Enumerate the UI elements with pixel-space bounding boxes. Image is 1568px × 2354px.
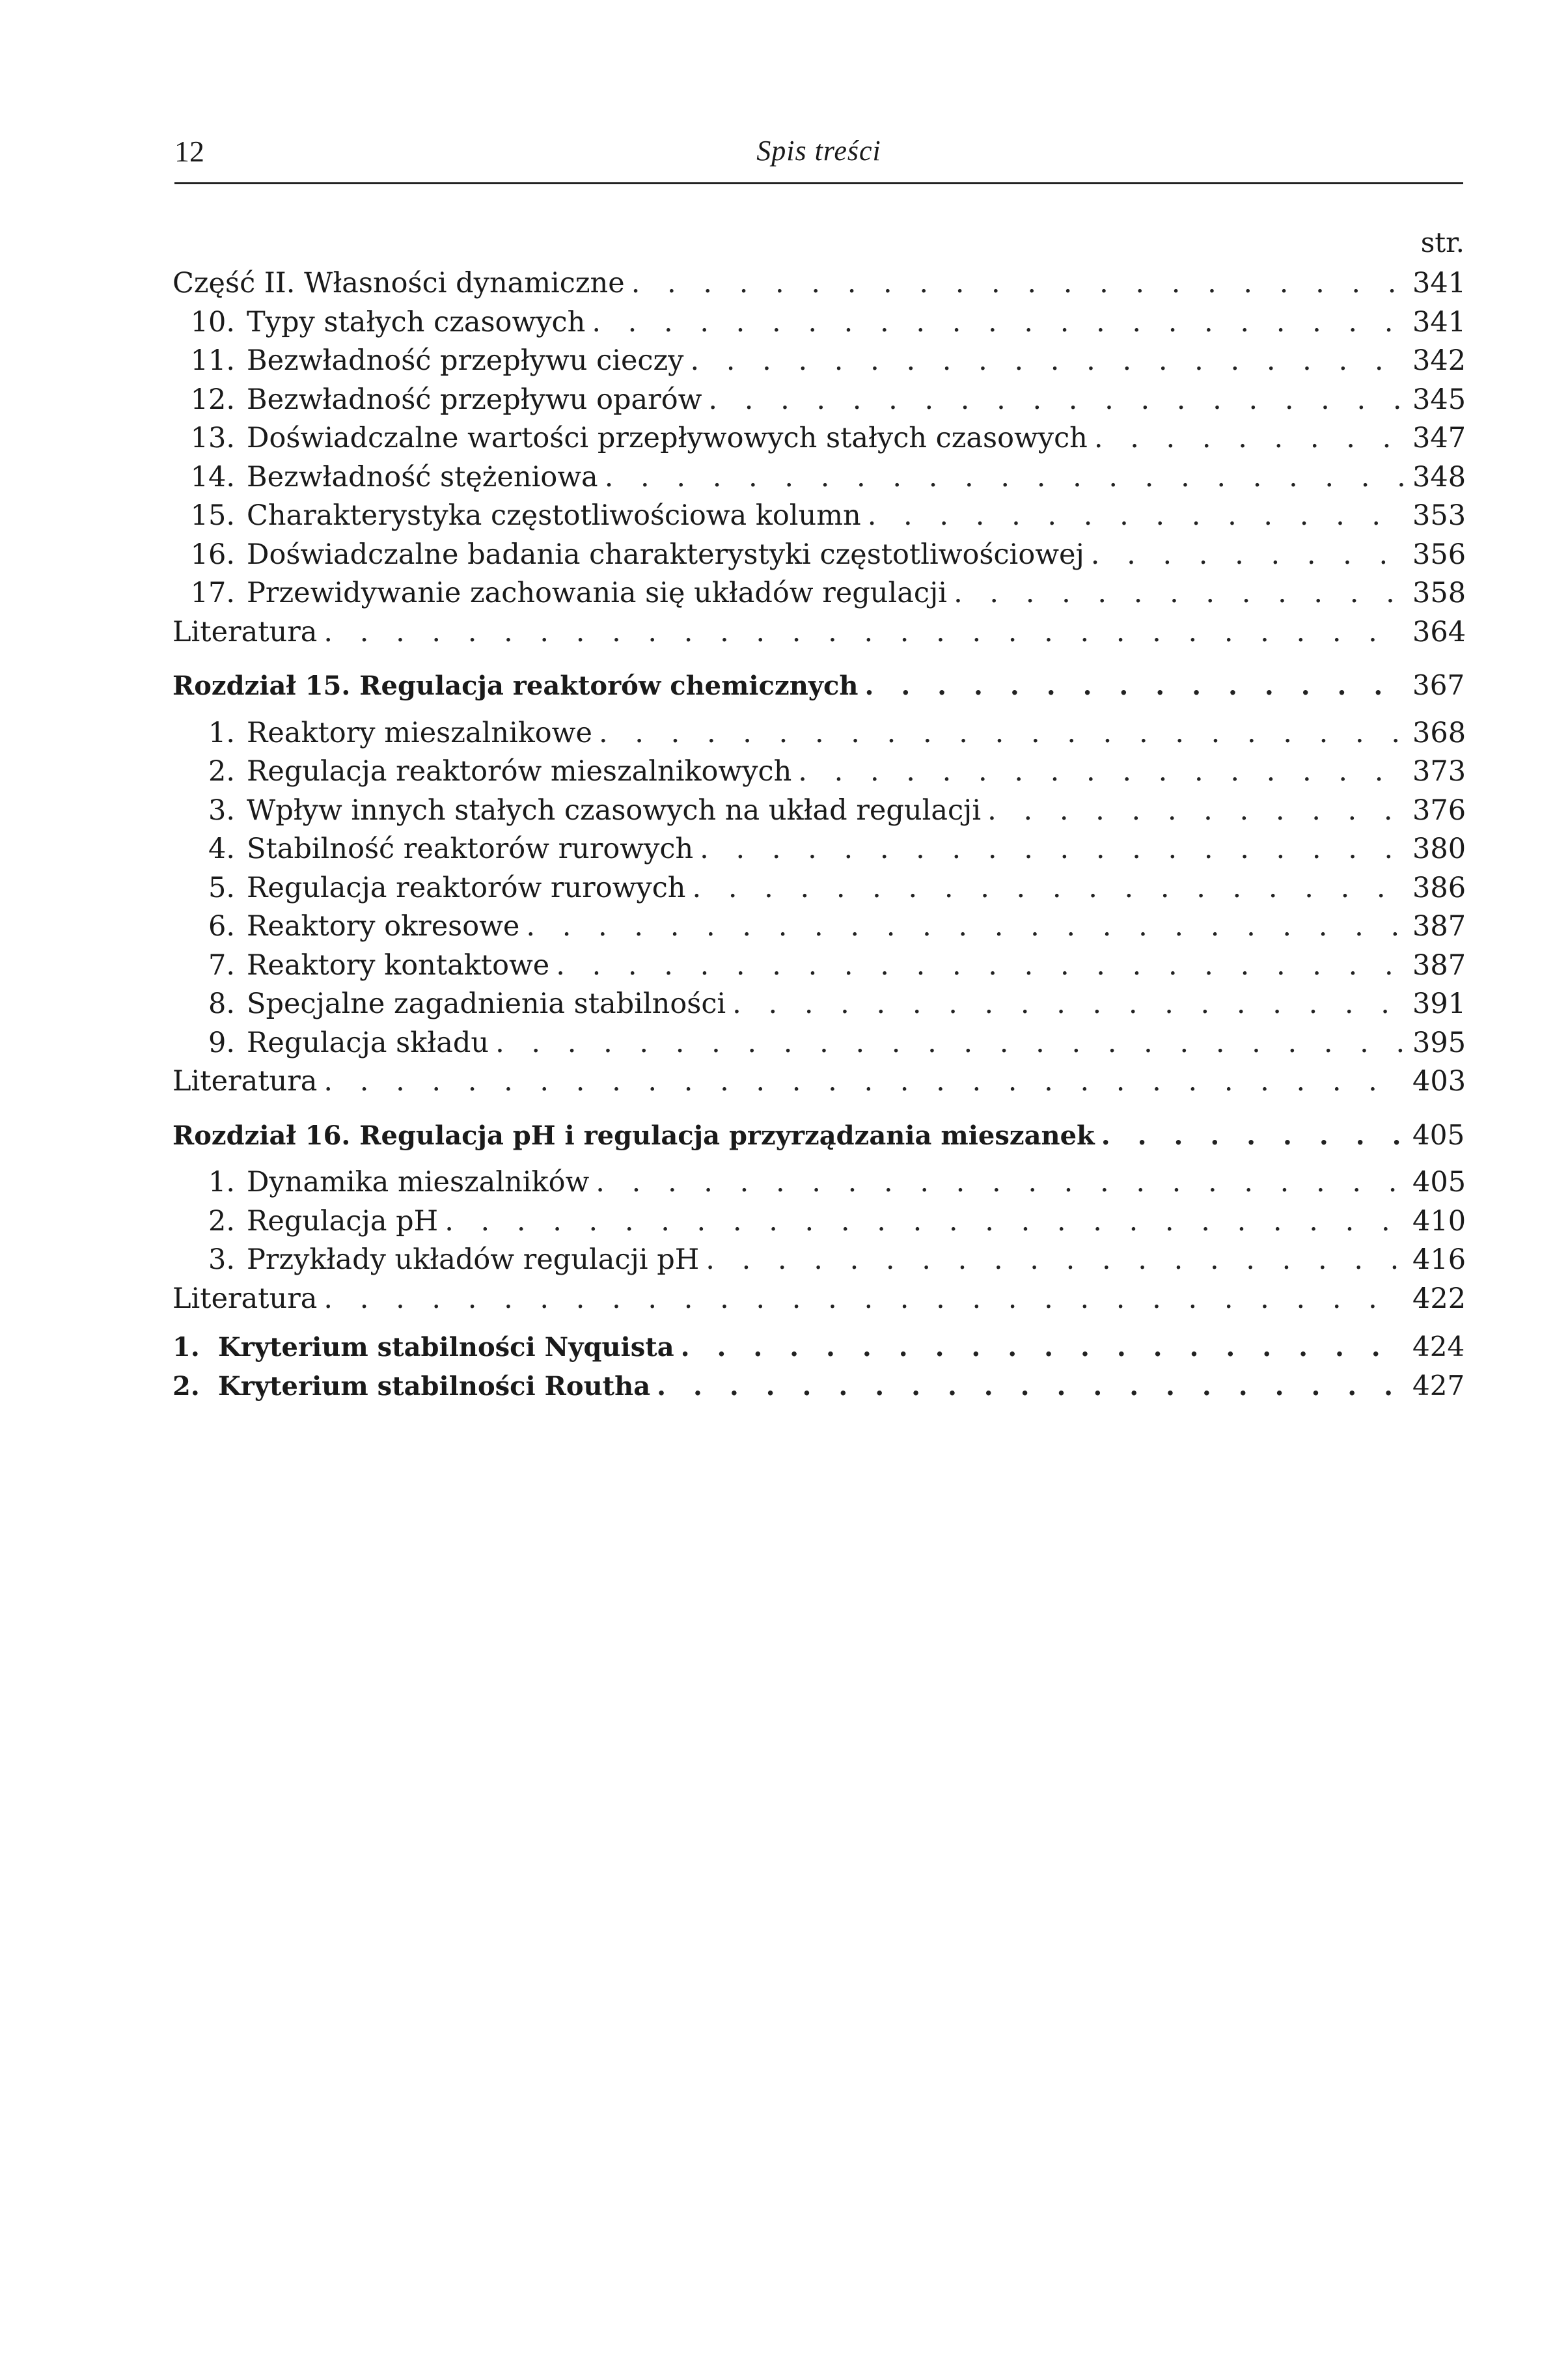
toc-literature-entry[interactable]	[172, 1062, 1465, 1101]
toc-entry-number: 10.	[190, 305, 235, 339]
dot-leader	[954, 574, 1406, 613]
section-gap	[172, 652, 1465, 666]
toc-entry-page: 387	[1412, 949, 1466, 982]
section-gap	[172, 1154, 1465, 1163]
dot-leader	[556, 947, 1406, 986]
toc-entry-title: Doświadczalne badania charakterystyki częstotliwościowej	[247, 538, 1084, 571]
toc-entry-page: 356	[1412, 538, 1466, 571]
toc-entry-page: 386	[1412, 871, 1466, 904]
toc-entry[interactable]	[172, 1024, 1465, 1063]
toc-entry-title: Literatura	[172, 1282, 318, 1315]
toc-entry-page: 342	[1412, 344, 1466, 377]
toc-entry[interactable]	[172, 497, 1465, 536]
toc-entry[interactable]	[172, 574, 1465, 613]
toc-entry-number: 1.	[172, 1332, 200, 1363]
toc-entry-page: 405	[1412, 1118, 1465, 1151]
toc-entry-number: 2.	[208, 1204, 235, 1238]
toc-entry-page: 341	[1412, 267, 1466, 299]
toc-entry-title: Reaktory okresowe	[247, 910, 520, 943]
toc-entry-number: 15.	[190, 499, 235, 532]
toc-entry[interactable]	[172, 753, 1465, 792]
toc-entry-title: Literatura	[172, 1065, 318, 1098]
toc-entry[interactable]	[172, 419, 1465, 458]
toc-entry[interactable]	[172, 303, 1465, 342]
toc-entry-number: 14.	[190, 460, 235, 493]
toc-entry[interactable]	[172, 792, 1465, 831]
toc-entry-page: 364	[1412, 615, 1466, 648]
toc-entry-page: 373	[1412, 755, 1466, 788]
toc-entry-page: 368	[1412, 716, 1466, 749]
toc-entry-number: 3.	[208, 1243, 235, 1276]
toc-entry-page: 353	[1412, 499, 1466, 532]
toc-entry[interactable]	[172, 714, 1465, 753]
dot-leader	[323, 1280, 1406, 1319]
dot-leader	[1091, 536, 1406, 575]
dot-leader	[706, 1241, 1406, 1280]
toc-entry-title: Regulacja pH	[247, 1204, 439, 1238]
dot-leader	[592, 303, 1406, 342]
toc-entry-number: 2.	[208, 755, 235, 788]
toc-entry[interactable]	[172, 458, 1465, 497]
dot-leader	[708, 381, 1406, 420]
toc-entry-page: 345	[1412, 383, 1466, 416]
toc-entry-number: 1.	[208, 716, 235, 749]
toc-chapter-entry[interactable]	[172, 666, 1465, 705]
toc-chapter-title: Rozdział 15. Regulacja reaktorów chemicznych	[172, 671, 859, 701]
toc-entry-title: Regulacja reaktorów rurowych	[247, 871, 686, 904]
dot-leader	[987, 792, 1406, 831]
dot-leader	[798, 753, 1406, 792]
toc-part-entry[interactable]	[172, 264, 1465, 303]
dot-leader	[681, 1328, 1406, 1367]
toc-entry-title: Doświadczalne wartości przepływowych stałych czasowych	[247, 422, 1088, 454]
toc-entry-title: Regulacja reaktorów mieszalnikowych	[247, 755, 792, 788]
toc-entry-page: 416	[1412, 1243, 1466, 1276]
dot-leader	[495, 1024, 1406, 1063]
dot-leader	[526, 907, 1406, 947]
toc-entry-number: 7.	[208, 949, 235, 982]
dot-leader	[732, 985, 1406, 1024]
dot-leader	[1101, 1116, 1406, 1156]
toc-entry-page: 427	[1412, 1369, 1465, 1402]
toc-entry[interactable]	[172, 381, 1465, 420]
dot-leader	[1094, 419, 1406, 458]
toc-entry-number: 11.	[190, 344, 235, 377]
toc-entry-title: Specjalne zagadnienia stabilności	[247, 988, 726, 1020]
toc-entry-number: 3.	[208, 794, 235, 827]
toc-entry-page: 424	[1412, 1331, 1465, 1363]
toc-entry-page: 395	[1412, 1026, 1466, 1059]
toc-entry-number: 17.	[190, 577, 235, 609]
section-gap	[172, 705, 1465, 714]
toc-entry-title: Typy stałych czasowych	[247, 305, 586, 339]
toc-entry-number: 8.	[208, 988, 235, 1020]
toc-entry-title: Bezwładność przepływu oparów	[247, 383, 702, 416]
toc-entry-title: Przykłady układów regulacji pH	[247, 1243, 700, 1276]
toc-entry-number: 1.	[208, 1166, 235, 1198]
toc-appendix-entry[interactable]	[172, 1366, 1465, 1405]
section-gap	[172, 1318, 1465, 1327]
toc-literature-entry[interactable]	[172, 613, 1465, 652]
toc-entry-title: Część II. Własności dynamiczne	[172, 267, 625, 299]
toc-entry-page: 405	[1412, 1166, 1466, 1198]
dot-leader	[323, 613, 1406, 652]
toc-entry-page: 367	[1412, 669, 1465, 701]
toc-entry-title: Literatura	[172, 615, 318, 648]
dot-leader	[864, 667, 1406, 706]
dot-leader	[599, 714, 1406, 753]
toc-entry-title: Kryterium stabilności Nyquista	[218, 1332, 674, 1363]
toc-entry-page: 347	[1412, 422, 1466, 454]
toc-entry-title: Regulacja składu	[247, 1026, 489, 1059]
dot-leader	[445, 1202, 1406, 1241]
toc-chapter-title: Rozdział 16. Regulacja pH i regulacja przyrządzania mieszanek	[172, 1120, 1095, 1151]
toc-entry[interactable]	[172, 1163, 1465, 1202]
table-of-contents	[172, 224, 1465, 1405]
toc-entry-number: 9.	[208, 1026, 235, 1059]
running-title: Spis treści	[756, 135, 881, 167]
section-gap	[172, 1101, 1465, 1116]
toc-entry-page: 341	[1412, 305, 1466, 339]
toc-appendix-entry[interactable]	[172, 1327, 1465, 1366]
toc-entry-page: 387	[1412, 910, 1466, 943]
dot-leader	[868, 497, 1406, 536]
dot-leader	[631, 264, 1406, 303]
dot-leader	[690, 342, 1406, 381]
toc-entry-title: Charakterystyka częstotliwościowa kolumn	[247, 499, 861, 532]
toc-entry-page: 348	[1412, 460, 1466, 493]
toc-entry[interactable]	[172, 869, 1465, 908]
toc-entry[interactable]	[172, 830, 1465, 869]
toc-entry-number: 6.	[208, 910, 235, 943]
toc-entry-page: 358	[1412, 577, 1466, 609]
toc-entry-number: 12.	[190, 383, 235, 416]
toc-entry-page: 391	[1412, 988, 1466, 1020]
dot-leader	[605, 458, 1406, 497]
toc-entry-page: 380	[1412, 833, 1466, 865]
toc-entry[interactable]	[172, 342, 1465, 381]
toc-entry-title: Bezwładność stężeniowa	[247, 460, 598, 493]
toc-entry-number: 4.	[208, 833, 235, 865]
toc-entry[interactable]	[172, 1241, 1465, 1280]
toc-entry-number: 16.	[190, 538, 235, 571]
toc-literature-entry[interactable]	[172, 1280, 1465, 1319]
dot-leader	[700, 830, 1406, 869]
toc-entry-page: 376	[1412, 794, 1466, 827]
toc-entry-title: Reaktory mieszalnikowe	[247, 716, 592, 749]
dot-leader	[323, 1062, 1406, 1101]
toc-entry[interactable]	[172, 1202, 1465, 1241]
page-header	[174, 130, 1463, 184]
toc-entry-number: 5.	[208, 871, 235, 904]
dot-leader	[657, 1367, 1406, 1406]
toc-entry-title: Bezwładność przepływu cieczy	[247, 344, 684, 377]
toc-entry-number: 2.	[172, 1370, 200, 1402]
toc-entry[interactable]	[172, 536, 1465, 575]
page-column-label: str.	[1420, 227, 1465, 258]
page-number: 12	[174, 135, 204, 168]
dot-leader	[596, 1163, 1406, 1202]
toc-entry-number: 13.	[190, 422, 235, 454]
toc-entry-title: Reaktory kontaktowe	[247, 949, 550, 982]
toc-entry[interactable]	[172, 985, 1465, 1024]
toc-entry-page: 410	[1412, 1204, 1466, 1238]
toc-entry-title: Wpływ innych stałych czasowych na układ regulacji	[247, 794, 982, 827]
toc-entry-page: 422	[1412, 1282, 1466, 1315]
toc-entry-title: Przewidywanie zachowania się układów regulacji	[247, 577, 948, 609]
toc-entry-title: Stabilność reaktorów rurowych	[247, 833, 694, 865]
toc-entry-page: 403	[1412, 1065, 1466, 1098]
toc-entry[interactable]	[172, 907, 1465, 947]
dot-leader	[693, 869, 1407, 908]
toc-chapter-entry[interactable]	[172, 1116, 1465, 1155]
toc-entry-title: Dynamika mieszalników	[247, 1166, 590, 1198]
toc-entry[interactable]	[172, 947, 1465, 986]
toc-entry-title: Kryterium stabilności Routha	[218, 1370, 651, 1402]
